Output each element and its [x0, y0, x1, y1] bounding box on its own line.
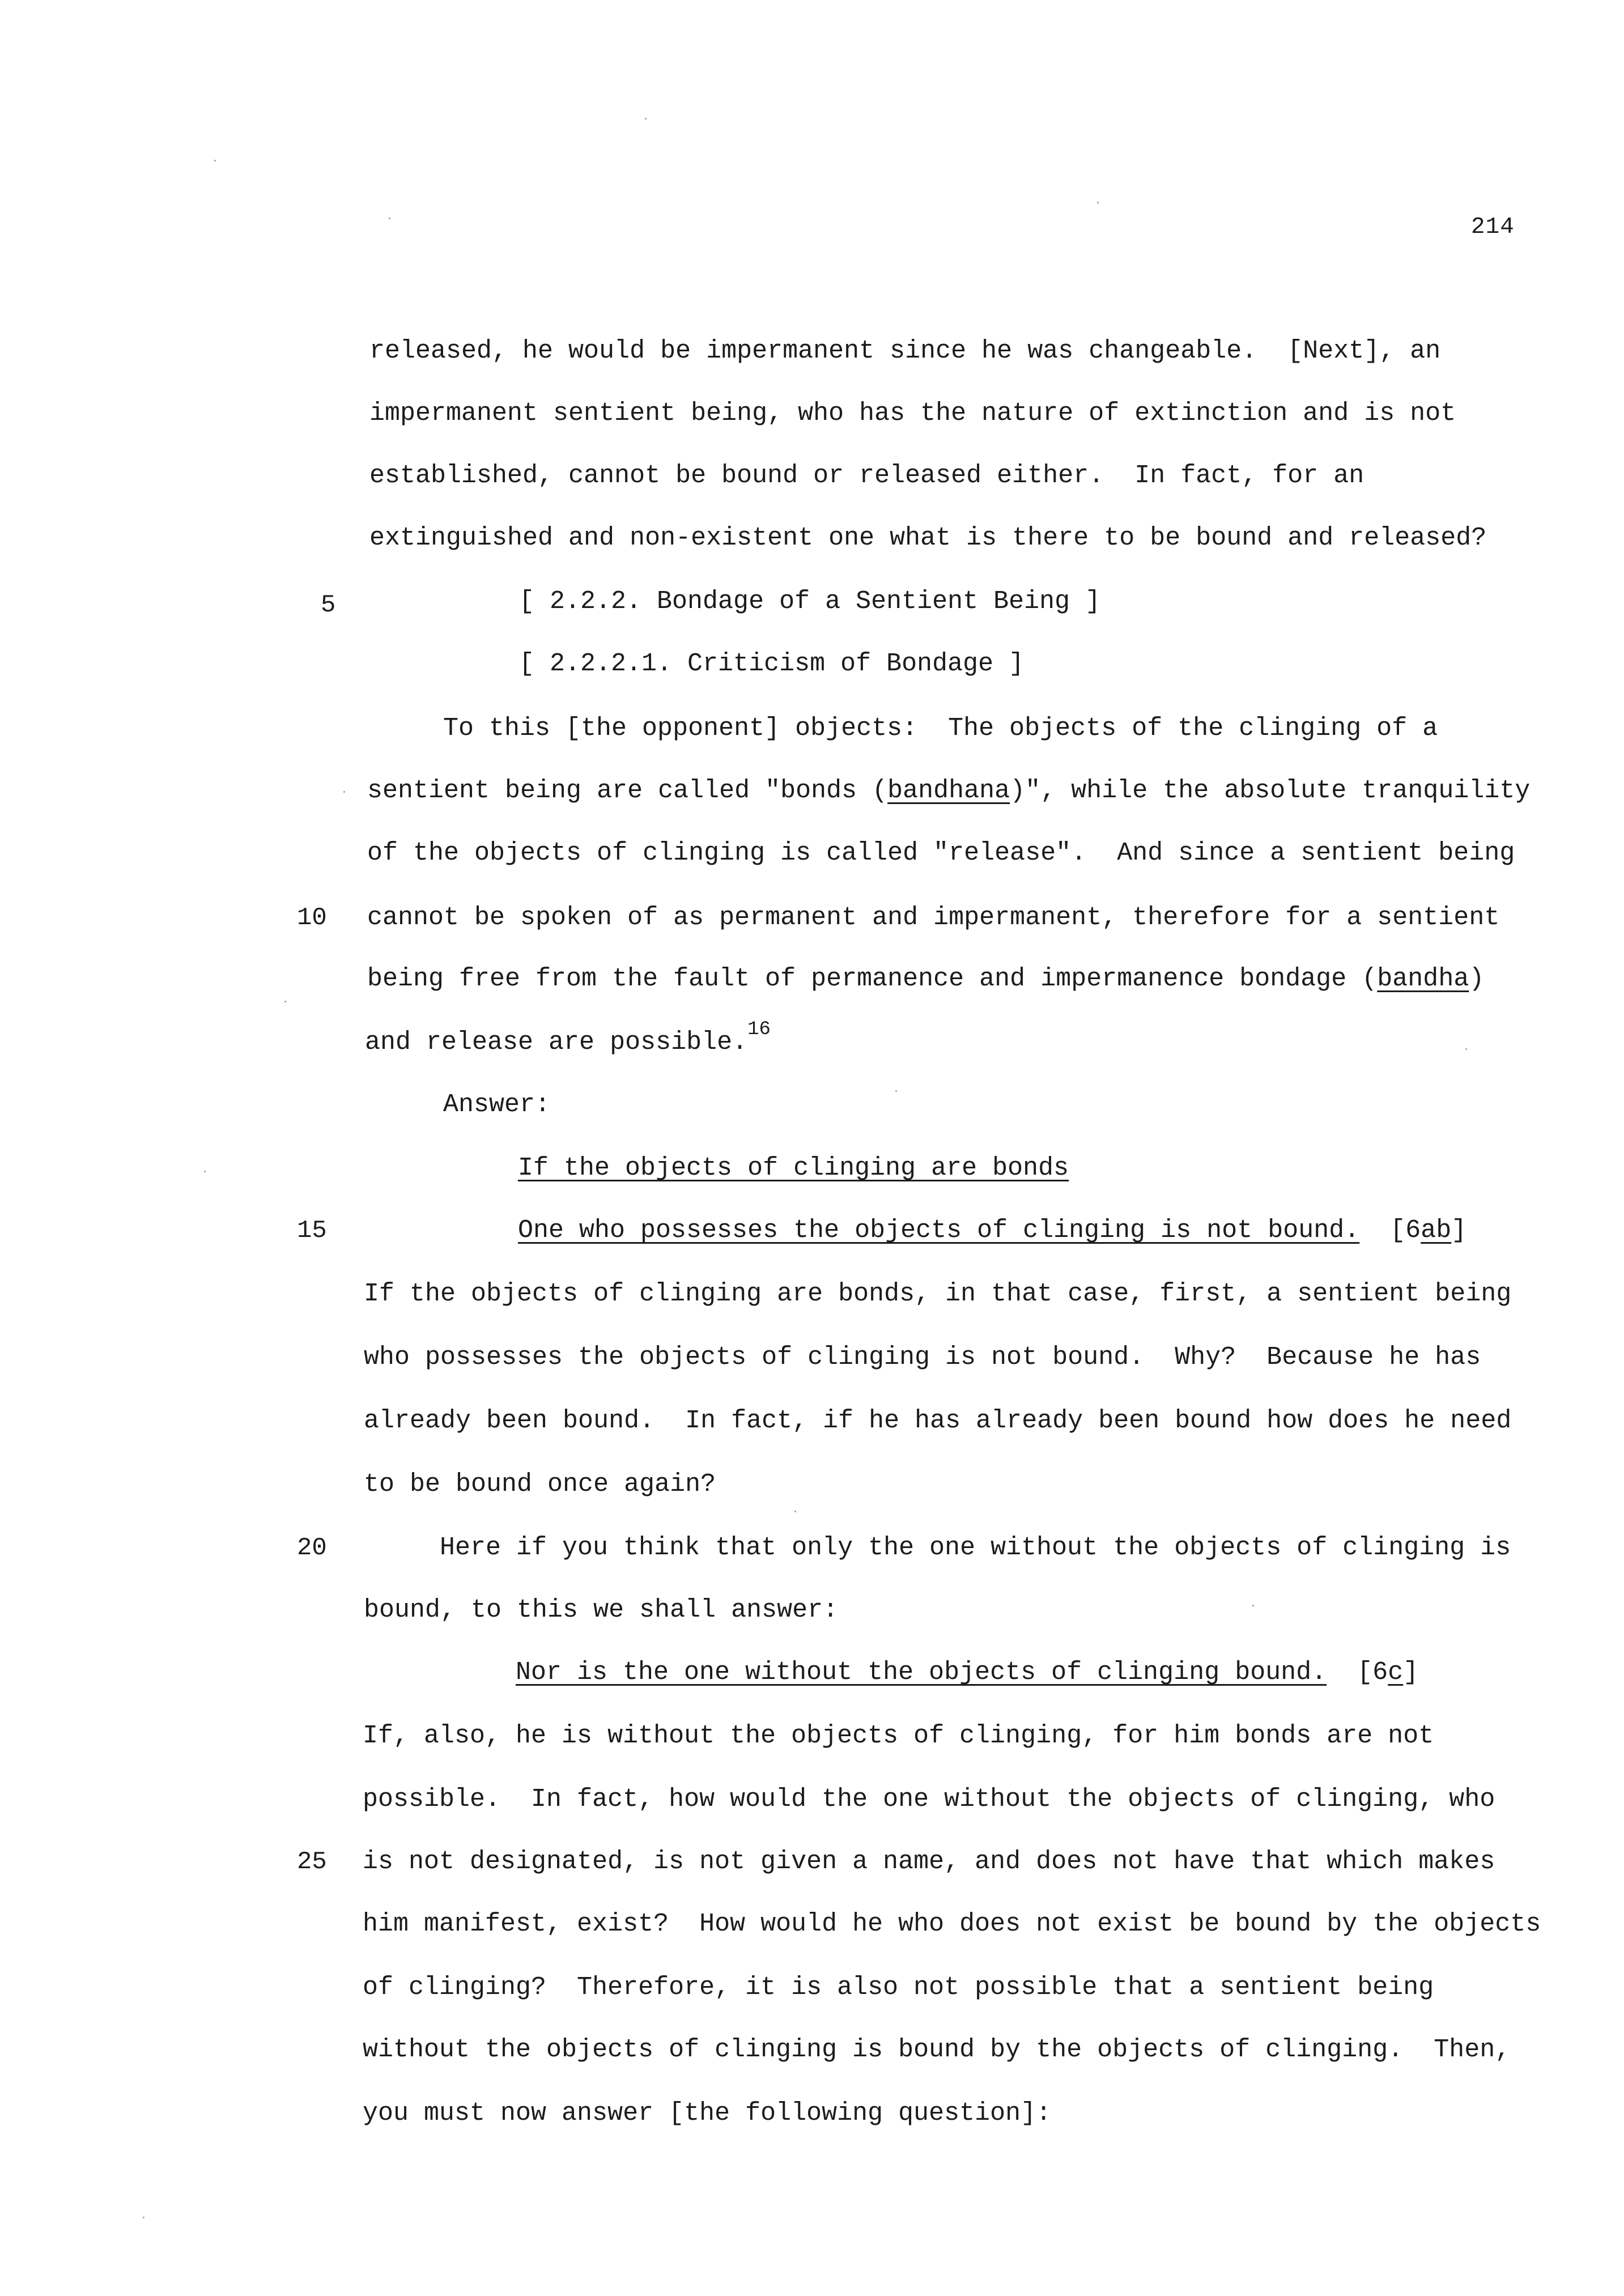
verse-ref: ]: [1451, 1216, 1467, 1245]
text-segment: without the objects of clinging is bound by the objects of clinging. Then,: [363, 2035, 1511, 2064]
text-line: [365, 1019, 771, 1060]
verse-line: [518, 1215, 1466, 1247]
verse-line: [516, 1657, 1418, 1689]
text-segment: [ 2.2.2. Bondage of a Sentient Being ]: [519, 587, 1101, 616]
text-segment: being free from the fault of permanence and impermanence bondage (: [367, 964, 1378, 993]
text-segment: bound, to this we shall answer:: [364, 1596, 839, 1625]
text-line: [367, 963, 1484, 995]
text-line: [363, 2034, 1510, 2066]
scan-speck: [1097, 202, 1099, 203]
text-segment: is not designated, is not given a name, and does not have that which makes: [363, 1847, 1495, 1876]
scan-speck: [214, 160, 216, 161]
text-segment: of the objects of clinging is called "release". And since a sentient being: [367, 839, 1515, 868]
scan-speck: [143, 2217, 144, 2218]
scan-speck: [645, 118, 647, 120]
text-segment: him manifest, exist? How would he who does not exist be bound by the objects: [363, 1910, 1541, 1938]
scan-speck: [1252, 1605, 1254, 1606]
text-line: [364, 1595, 838, 1626]
verse-ref: [6: [1359, 1216, 1421, 1245]
margin-line-number: 20: [297, 1534, 327, 1562]
scan-speck: [389, 218, 390, 219]
text-line: [369, 522, 1486, 554]
text-segment: If the objects of clinging are bonds, in that case, first, a sentient being: [364, 1279, 1512, 1308]
margin-line-number: 5: [321, 591, 336, 619]
text-line: [364, 1405, 1511, 1437]
text-line: [363, 1972, 1434, 2004]
text-line: [440, 1532, 1511, 1564]
text-segment: of clinging? Therefore, it is also not possible that a sentient being: [363, 1973, 1434, 2002]
text-segment: possible. In fact, how would the one without the objects of clinging, who: [363, 1785, 1495, 1814]
text-segment: [ 2.2.2.1. Criticism of Bondage ]: [519, 649, 1024, 678]
text-line: [369, 460, 1364, 492]
sanskrit-term: bandha: [1377, 964, 1469, 993]
section-heading: [519, 586, 1100, 618]
footnote-ref: 16: [747, 1019, 771, 1040]
margin-line-number: 15: [297, 1217, 327, 1245]
verse-text: If the objects of clinging are bonds: [518, 1154, 1069, 1183]
text-segment: released, he would be impermanent since he was changeable. [Next], an: [369, 337, 1441, 365]
text-line: [369, 335, 1440, 367]
verse-text: One who possesses the objects of clinging is not bound.: [518, 1216, 1360, 1245]
scan-speck: [895, 1090, 897, 1092]
text-line: [364, 1278, 1511, 1310]
text-line: [363, 2098, 1051, 2129]
text-segment: already been bound. In fact, if he has already been bound how does he need: [364, 1406, 1512, 1435]
text-segment: ): [1469, 964, 1485, 993]
scan-speck: [794, 1511, 796, 1512]
section-heading: [519, 648, 1024, 680]
scan-speck: [343, 791, 345, 793]
text-segment: Here if you think that only the one without the objects of clinging is: [440, 1533, 1511, 1562]
text-line: [363, 1846, 1495, 1878]
scan-speck: [1465, 1048, 1467, 1050]
text-segment: cannot be spoken of as permanent and impermanent, therefore for a sentient: [367, 903, 1500, 932]
text-line: [367, 775, 1530, 807]
margin-line-number: 10: [297, 904, 327, 932]
text-segment: sentient being are called "bonds (: [367, 776, 888, 805]
text-line: [363, 1908, 1541, 1940]
text-line: [364, 1342, 1481, 1374]
text-segment: If, also, he is without the objects of clinging, for him bonds are not: [363, 1721, 1434, 1750]
page-number: 214: [1471, 214, 1515, 240]
text-line: [367, 837, 1515, 869]
scan-speck: [204, 1171, 206, 1172]
text-line: [367, 902, 1499, 934]
text-segment: extinguished and non-existent one what is there to be bound and released?: [369, 524, 1487, 552]
text-segment: and release are possible.: [365, 1028, 748, 1057]
scan-speck: [284, 1001, 286, 1002]
verse-ref: ]: [1403, 1658, 1419, 1687]
verse-ref: [6: [1327, 1658, 1388, 1687]
text-line: [443, 1089, 550, 1121]
text-segment: Answer:: [443, 1090, 551, 1119]
text-segment: who possesses the objects of clinging is not bound. Why? Because he has: [364, 1343, 1481, 1372]
text-segment: established, cannot be bound or released either. In fact, for an: [369, 461, 1364, 490]
sanskrit-term: bandhana: [887, 776, 1010, 805]
verse-ref-letters: c: [1388, 1658, 1404, 1687]
text-line: [363, 1784, 1495, 1815]
text-line: [363, 1720, 1434, 1752]
text-line: [364, 1469, 716, 1500]
text-segment: to be bound once again?: [364, 1470, 716, 1499]
text-segment: impermanent sentient being, who has the nature of extinction and is not: [369, 399, 1456, 428]
text-line: [443, 713, 1438, 745]
text-line: [369, 398, 1456, 430]
margin-line-number: 25: [297, 1848, 327, 1876]
verse-line: [518, 1153, 1069, 1184]
verse-text: Nor is the one without the objects of clinging bound.: [516, 1658, 1327, 1687]
verse-ref-letters: ab: [1421, 1216, 1452, 1245]
text-segment: you must now answer [the following question]:: [363, 2099, 1052, 2128]
text-segment: )", while the absolute tranquility: [1010, 776, 1531, 805]
text-segment: To this [the opponent] objects: The objects of the clinging of a: [443, 714, 1438, 743]
